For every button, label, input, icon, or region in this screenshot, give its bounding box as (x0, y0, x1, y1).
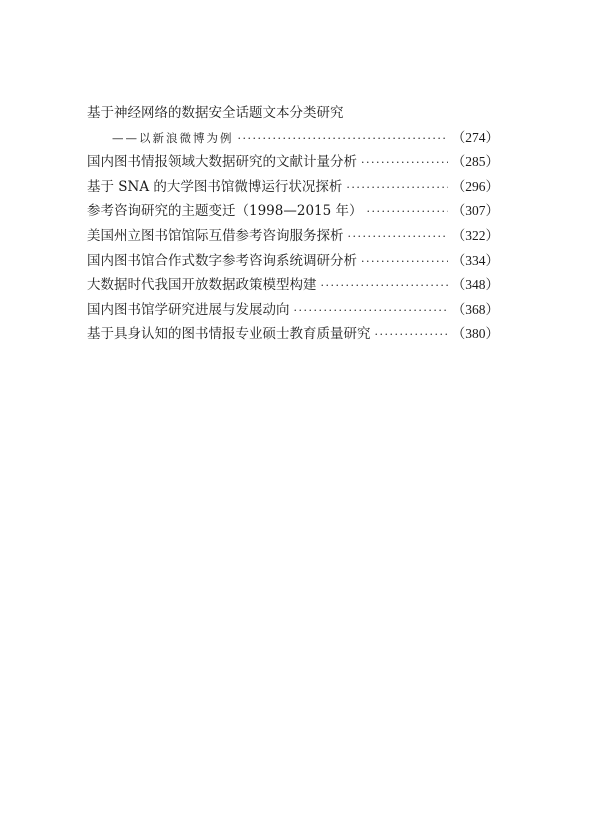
toc-entry (87, 322, 499, 347)
toc-entry (87, 175, 499, 200)
toc-entry-title: 国内图书馆合作式数字参考咨询系统调研分析 (87, 252, 357, 269)
toc-entry-page: （368） (451, 301, 499, 317)
toc-entry-page: （296） (451, 178, 499, 194)
toc-entry-page: （307） (451, 203, 499, 219)
toc-entry (87, 199, 499, 224)
dot-leader (361, 250, 448, 275)
dot-leader (238, 127, 448, 152)
toc-entry-subtitle (87, 126, 499, 151)
toc-entry (87, 224, 499, 249)
dot-leader (294, 299, 448, 324)
dot-leader (348, 225, 448, 250)
toc-entry-title: 大数据时代我国开放数据政策模型构建 (87, 277, 317, 294)
toc-entry-title: ——以新浪微博为例 (112, 130, 234, 145)
toc-entry (87, 150, 499, 175)
toc-entry-title: 参考咨询研究的主题变迁（1998—2015 年） (87, 203, 363, 220)
dot-leader (367, 200, 448, 225)
toc-entry-page: （322） (451, 227, 499, 243)
dot-leader (321, 274, 448, 299)
toc-entry-page: （285） (451, 154, 499, 170)
dot-leader (375, 323, 448, 348)
toc-entry-title: 基于神经网络的数据安全话题文本分类研究 (87, 105, 344, 121)
dot-leader (361, 151, 448, 176)
toc-entry (87, 249, 499, 274)
toc-entry-page: （380） (451, 326, 499, 342)
toc-entry (87, 298, 499, 323)
toc-entry-title: 美国州立图书馆馆际互借参考咨询服务探析 (87, 227, 344, 244)
dot-leader (346, 176, 447, 201)
toc-entry-title: 基于 SNA 的大学图书馆微博运行状况探析 (87, 178, 343, 195)
toc-entry (87, 101, 499, 126)
table-of-contents (87, 101, 499, 347)
toc-entry-title: 基于具身认知的图书情报专业硕士教育质量研究 (87, 326, 371, 343)
toc-entry-title: 国内图书馆学研究进展与发展动向 (87, 301, 290, 318)
toc-entry-page: （334） (451, 252, 499, 268)
toc-entry (87, 273, 499, 298)
toc-entry-title: 国内图书情报领域大数据研究的文献计量分析 (87, 154, 357, 171)
toc-entry-page: （274） (451, 129, 499, 145)
toc-entry-page: （348） (451, 277, 499, 293)
